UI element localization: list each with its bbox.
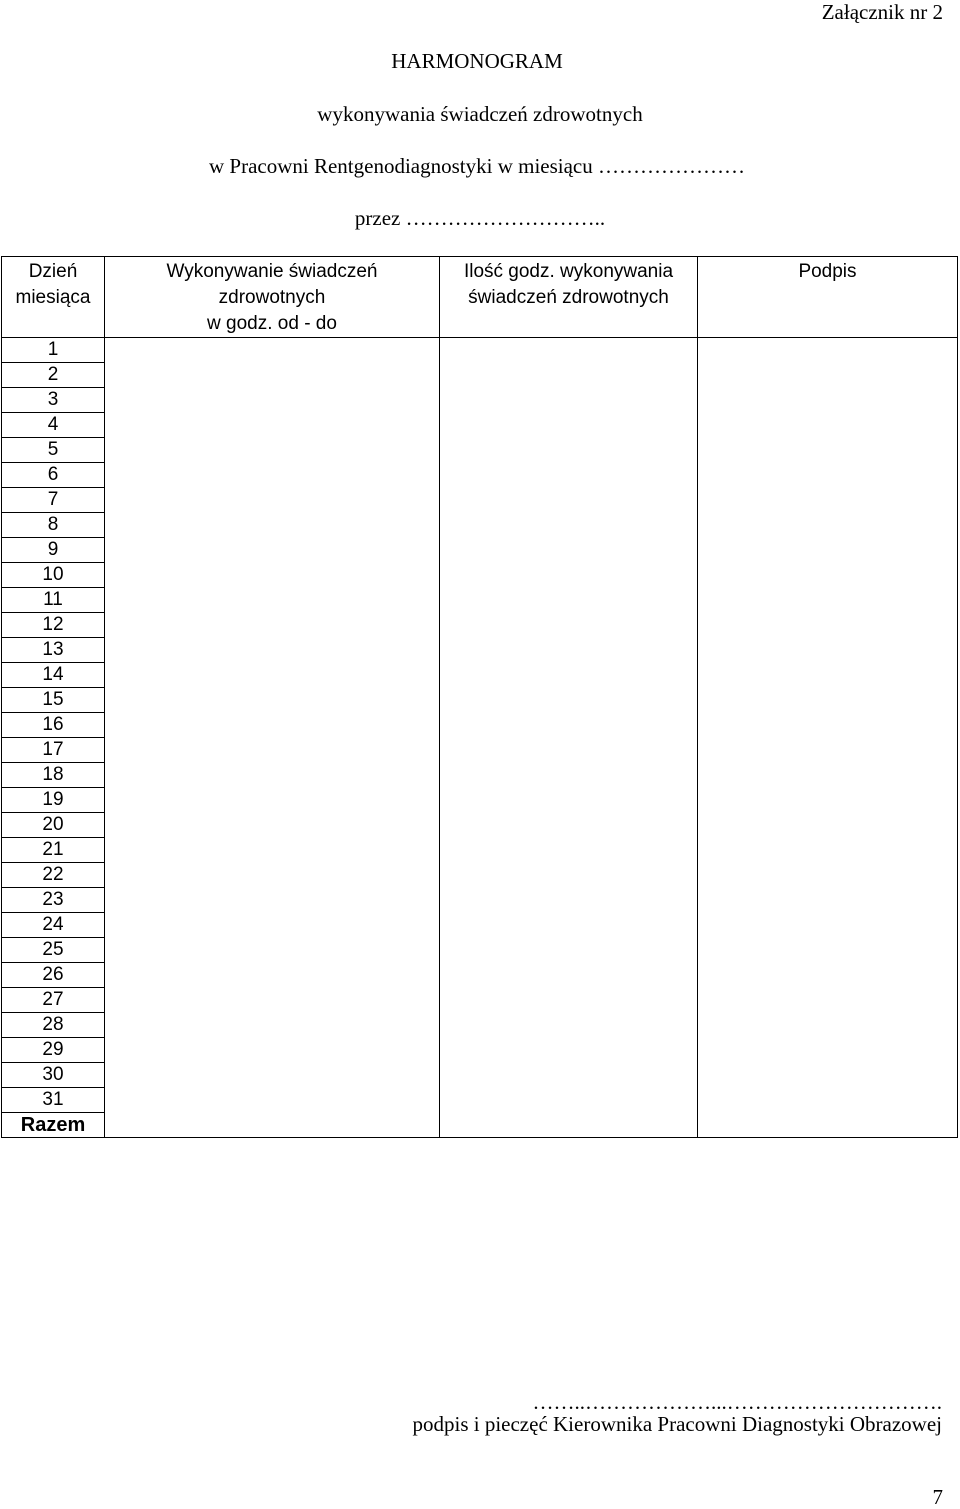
page-number: 7: [932, 1485, 943, 1509]
schedule-body: [2, 338, 958, 1138]
day-number-cell: 16: [2, 713, 105, 738]
day-number-cell: 17: [2, 738, 105, 763]
header-hours-line: w godz. od - do: [207, 313, 337, 334]
header-day-line: Dzień: [28, 261, 78, 282]
header-hours-from-to: [105, 257, 440, 338]
day-number-cell: 28: [2, 1013, 105, 1038]
header-count-line: Ilość godz. wykonywania: [463, 261, 674, 282]
day-number-cell: 11: [2, 588, 105, 613]
header-day-line: miesiąca: [15, 287, 91, 308]
day-number-cell: 14: [2, 663, 105, 688]
signature-caption: podpis i pieczęć Kierownika Pracowni Diagnostyki Obrazowej: [412, 1412, 942, 1436]
header-signature: [698, 257, 958, 338]
header-sign-line: Podpis: [798, 261, 857, 282]
hours-cell[interactable]: [105, 338, 440, 1138]
day-number-cell: 26: [2, 963, 105, 988]
performed-by-line: przez ………………………..: [354, 206, 606, 230]
day-number-cell: 13: [2, 638, 105, 663]
schedule-table: [1, 256, 958, 1138]
table-row: [2, 338, 958, 363]
document-subtitle: wykonywania świadczeń zdrowotnych: [317, 102, 643, 126]
day-number-cell: 10: [2, 563, 105, 588]
day-number-cell: 4: [2, 413, 105, 438]
header-hours-line: zdrowotnych: [218, 287, 326, 308]
header-day-of-month: [2, 257, 105, 338]
signature-cell[interactable]: [698, 338, 958, 1138]
count-cell[interactable]: [440, 338, 698, 1138]
day-number-cell: 27: [2, 988, 105, 1013]
day-number-cell: 12: [2, 613, 105, 638]
day-number-cell: 5: [2, 438, 105, 463]
day-number-cell: 18: [2, 763, 105, 788]
day-number-cell: 25: [2, 938, 105, 963]
document-title: HARMONOGRAM: [391, 49, 563, 73]
day-number-cell: 8: [2, 513, 105, 538]
signature-dotted-line: ……..………………...………………………….: [532, 1390, 942, 1414]
day-number-cell: 20: [2, 813, 105, 838]
header-count-line: świadczeń zdrowotnych: [468, 287, 669, 308]
annex-label: Załącznik nr 2: [821, 0, 943, 24]
header-hours-line: Wykonywanie świadczeń: [166, 261, 378, 282]
day-number-cell: 24: [2, 913, 105, 938]
day-number-cell: 22: [2, 863, 105, 888]
day-number-cell: 1: [2, 338, 105, 363]
day-number-cell: 3: [2, 388, 105, 413]
total-label-cell: Razem: [2, 1113, 105, 1138]
day-number-cell: 7: [2, 488, 105, 513]
day-number-cell: 9: [2, 538, 105, 563]
day-number-cell: 2: [2, 363, 105, 388]
laboratory-month-line: w Pracowni Rentgenodiagnostyki w miesiącu …………………: [208, 154, 745, 178]
day-number-cell: 6: [2, 463, 105, 488]
day-number-cell: 23: [2, 888, 105, 913]
day-number-cell: 21: [2, 838, 105, 863]
day-number-cell: 15: [2, 688, 105, 713]
day-number-cell: 29: [2, 1038, 105, 1063]
day-number-cell: 31: [2, 1088, 105, 1113]
table-header-row: [2, 257, 958, 338]
day-number-cell: 30: [2, 1063, 105, 1088]
header-hours-count: [440, 257, 698, 338]
day-number-cell: 19: [2, 788, 105, 813]
